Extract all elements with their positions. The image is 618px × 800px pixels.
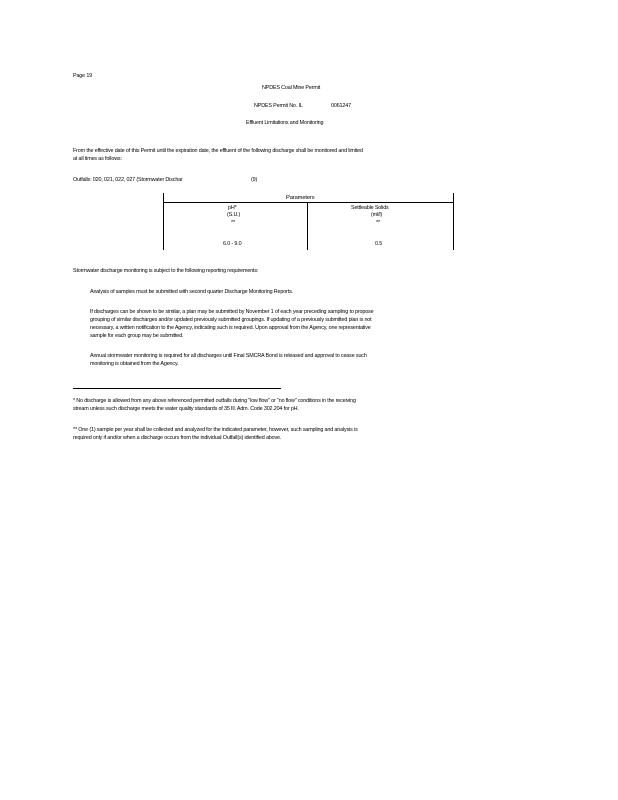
table-column-divider [307, 202, 308, 250]
footnote-2-line-1: ** One (1) sample per year shall be collected and analyzed for the indicated parameter, however, such sampling and analysis is [73, 427, 358, 433]
settleable-solids-note: ** [376, 220, 380, 226]
intro-line-1: From the effective date of this Permit until the expiration date, the effluent of the following discharge shall be monitored and limited [73, 148, 363, 154]
settleable-solids-unit: (ml/l) [371, 212, 383, 218]
table-title: Parameters [286, 195, 315, 201]
requirement-2-line-2: grouping of similar discharges and/or updated previously submitted groupings. If updating of a previously submitted plan is not [90, 317, 372, 323]
ph-name: pH* [228, 205, 237, 211]
footnote-1-line-2: stream unless such discharge meets the water quality standards of 35 Ill. Adm. Code 302.204 for pH. [73, 406, 299, 412]
intro-line-2: at all times as follows: [73, 156, 122, 162]
section-title: Effluent Limitations and Monitoring [246, 120, 324, 126]
ph-value: 6.0 - 9.0 [223, 241, 242, 247]
page-number: Page 19 [73, 73, 93, 79]
settleable-solids-name: Settleable Solids [351, 205, 389, 211]
requirements-intro: Stormwater discharge monitoring is subject to the following reporting requirements: [73, 268, 259, 274]
requirement-2-line-1: If discharges can be shown to be similar, a plan may be submitted by November 1 of each year preceding sampling to propose [90, 309, 374, 315]
requirement-2-line-3: necessary, a written notification to the Agency, indicating such is required. Upon approval from the Agency, one representative [90, 325, 371, 331]
footnote-separator [73, 388, 281, 389]
outfalls-mark: (9) [251, 177, 258, 183]
footnote-1-line-1: * No discharge is allowed from any above referenced permitted outfalls during "low flow" or "no flow" conditions in the receiving [73, 398, 356, 404]
permit-number-value: 0061247 [331, 103, 351, 109]
requirement-3-line-2: monitoring is obtained from the Agency. [90, 361, 179, 367]
ph-unit: (S.U.) [227, 212, 241, 218]
permit-number-label: NPDES Permit No. IL [254, 103, 303, 109]
ph-note: ** [231, 220, 235, 226]
footnote-2-line-2: required only if and/or when a discharge occurs from the individual Outfall(s) identified above. [73, 435, 282, 441]
requirement-2-line-4: sample for each group may be submitted. [90, 333, 184, 339]
permit-title: NPDES Coal Mine Permit [262, 85, 321, 91]
outfalls-label: Outfalls: 020, 021, 022, 027 (Stormwater Dischar [73, 177, 183, 183]
requirement-3-line-1: Annual stormwater monitoring is required for all discharges until Final SMCRA Bond is released and approval to cease such [90, 353, 367, 359]
table-header-rule [163, 202, 454, 203]
requirement-1: Analysis of samples must be submitted with second quarter Discharge Monitoring Reports. [90, 289, 293, 295]
settleable-solids-value: 0.5 [375, 241, 383, 247]
